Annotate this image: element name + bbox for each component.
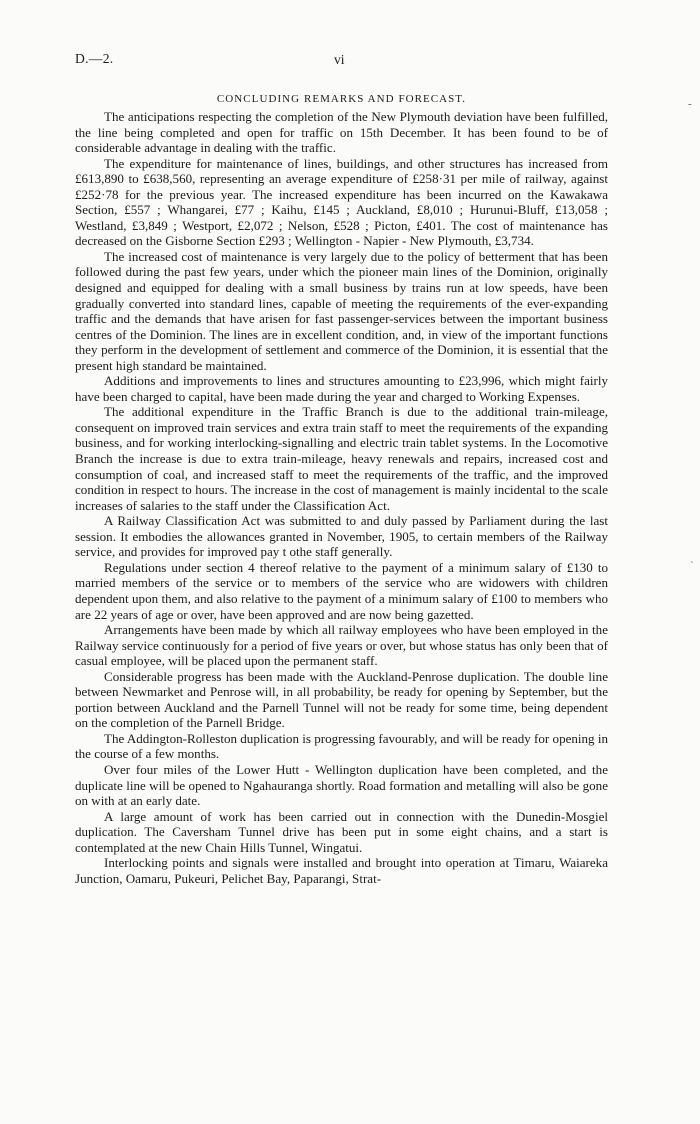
scan-mark: ` xyxy=(690,560,694,572)
paragraph: The Addington-Rolleston duplication is progressing favourably, and will be ready for opening in the course of a few months. xyxy=(75,730,608,762)
section-heading: CONCLUDING REMARKS AND FORECAST. xyxy=(216,93,467,105)
paragraph: The expenditure for maintenance of lines, buildings, and other structures has increased from £613,890 to £638,560, representing an average expenditure of £258·31 per mile of railway, against £252·78 for the previous year. The increased expenditure has been incurred on the Kawakawa Section, £557 ; Whangarei, £77 ; Kaihu, £145 ; Auckland, £8,010 ; Hurunui-Bluff, £13,058 ; Westland, £3,849 ; Westport, £2,072 ; Nelson, £528 ; Picton, £401. The cost of maintenance has decreased on the Gisborne Section £293 ; Wellington - Napier - New Plymouth, £3,734. xyxy=(75,155,608,249)
paragraph: The anticipations respecting the completion of the New Plymouth deviation have been fulfilled, the line being completed and open for traffic on 15th December. It has been found to be of considerable advantage in dealing with the traffic. xyxy=(75,109,608,156)
body-text xyxy=(75,109,608,886)
paragraph: Over four miles of the Lower Hutt - Wellington duplication have been completed, and the duplicate line will be opened to Ngahauranga shortly. Road formation and metalling will also be gone on with at an early date. xyxy=(75,761,608,809)
scan-mark: - xyxy=(688,98,692,110)
page-number: vi xyxy=(334,52,345,67)
paragraph: Regulations under section 4 thereof relative to the payment of a minimum salary of £130 to married members of the service or to members of the service who are widowers with children dependent upon them, and also relative to the payment of a minimum salary of £100 to members who are 22 years of age or over, have been approved and are now being gazetted. xyxy=(75,559,608,622)
paragraph: Arrangements have been made by which all railway employees who have been employed in the Railway service continuously for a period of five years or over, but whose status has only been that of casual employee, will be placed upon the permanent staff. xyxy=(75,622,608,669)
paragraph: A Railway Classification Act was submitted to and duly passed by Parliament during the last session. It embodies the allowances granted in November, 1905, to certain members of the Railway service, and provides for improved pay t othe staff generally. xyxy=(75,513,608,560)
paragraph: Interlocking points and signals were installed and brought into operation at Timaru, Waiareka Junction, Oamaru, Pukeuri, Pelichet Bay, Paparangi, Strat- xyxy=(75,855,608,886)
paragraph: Considerable progress has been made with the Auckland-Penrose duplication. The double line between Newmarket and Penrose will, in all probability, be ready for opening by September, but the portion between Auckland and the Parnell Tunnel will not be ready for some time, being dependent on the completion of the Parnell Bridge. xyxy=(75,668,608,731)
paragraph: A large amount of work has been carried out in connection with the Dunedin-Mosgiel duplication. The Caversham Tunnel drive has been put in some eight chains, and a start is contemplated at the new Chain Hills Tunnel, Wingatui. xyxy=(75,808,608,855)
paragraph: Additions and improvements to lines and structures amounting to £23,996, which might fairly have been charged to capital, have been made during the year and charged to Working Expenses. xyxy=(75,373,608,404)
document-reference: D.—2. xyxy=(75,51,114,66)
paragraph: The additional expenditure in the Traffic Branch is due to the additional train-mileage, consequent on improved train services and extra train staff to meet the requirements of the expanding business, and for working interlocking-signalling and electric train tablet systems. In the Locomotive Branch the increase is due to extra train-mileage, heavy renewals and repairs, increased cost and consumption of coal, and increased staff to meet the requirements of the traffic, and the improved condition in respect to hours. The increase in the cost of management is mainly incidental to the scale increases of salaries to the staff under the Classification Act. xyxy=(75,404,608,513)
paragraph: The increased cost of maintenance is very largely due to the policy of betterment that has been followed during the past few years, under which the pioneer main lines of the Dominion, originally designed and equipped for dealing with a small business by trains run at low speeds, have been gradually converted into standard lines, capable of meeting the requirements of the ever-expanding traffic and the demands that have arisen for fast passenger-services between the important business centres of the Dominion. The lines are in excellent condition, and, in view of the important functions they perform in the development of settlement and commerce of the Dominion, it is essential that the present high standard be maintained. xyxy=(75,248,608,373)
